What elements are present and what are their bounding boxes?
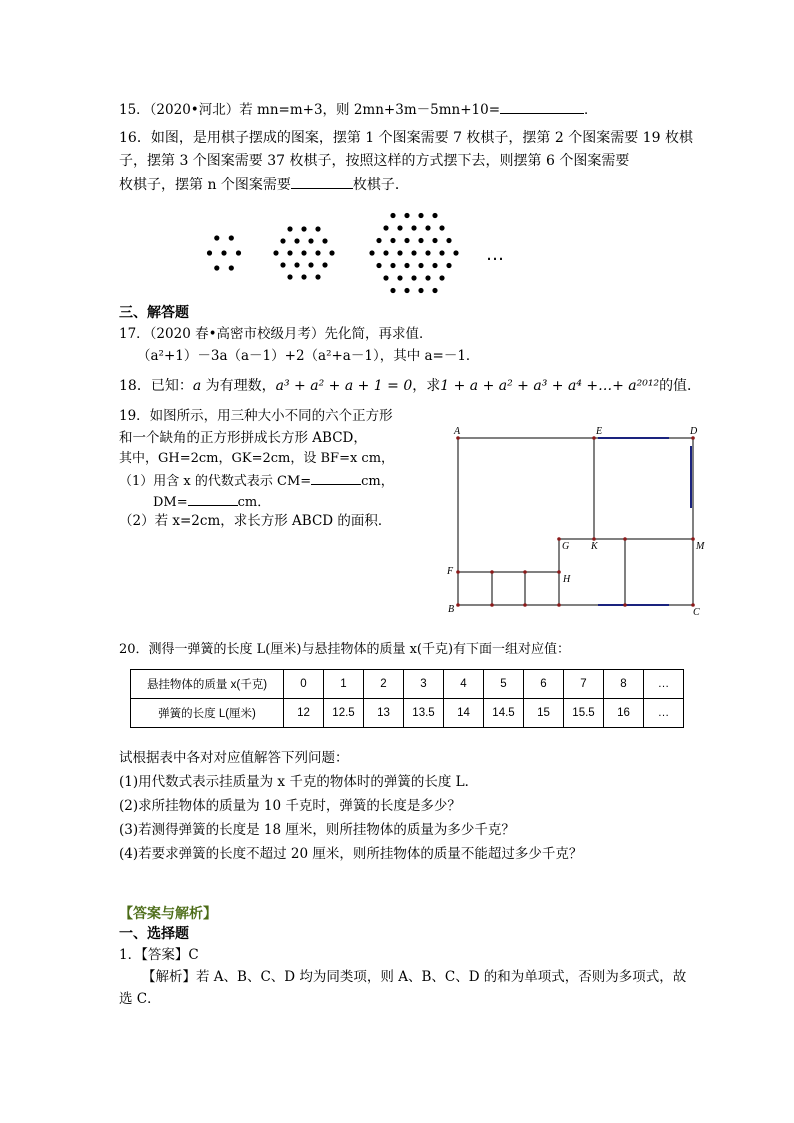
q18-mid: 为有理数， [201, 378, 276, 394]
q16-line2: 子，摆第 3 个图案需要 37 枚棋子，按照这样的方式摆下去，则摆第 6 个图案需要 [119, 153, 630, 169]
label-m: M [696, 541, 705, 552]
table-cell: 12 [284, 699, 324, 728]
highlight-segments [598, 438, 691, 605]
table-cell: 13 [364, 699, 404, 728]
q18-expr1: a³ + a² + a + 1 = 0 [275, 378, 413, 394]
q18-var: a [192, 378, 202, 394]
q16-line3-start: 枚棋子，摆第 n 个图案需要 [119, 177, 291, 193]
q19-q1-unit: cm， [361, 474, 394, 489]
q19-line6: （2）若 x=2cm，求长方形 ABCD 的面积． [119, 513, 392, 529]
table-cell: 5 [484, 670, 524, 699]
table-cell: 3 [404, 670, 444, 699]
table-cell: 1 [324, 670, 364, 699]
q18-mid2: ，求 [412, 378, 441, 394]
label-g: G [562, 541, 570, 552]
q20-part3: (3)若测得弹簧的长度是 18 厘米，则所挂物体的质量为多少千克？ [119, 822, 515, 838]
section3-heading: 三、解答题 [119, 305, 189, 321]
answer-1-explanation-2: 选 C． [119, 991, 161, 1007]
table-cell: 0 [284, 670, 324, 699]
table-cell: 14.5 [484, 699, 524, 728]
q19-line1: 19．如图所示，用三种大小不同的六个正方形 [119, 408, 393, 424]
label-k: K [591, 541, 598, 552]
q18-expr2: 1 + a + a² + a³ + a⁴ +…+ a²⁰¹² [440, 378, 660, 394]
q16-line3-end: 枚棋子． [352, 177, 409, 193]
label-f: F [447, 566, 454, 577]
table-cell: 4 [444, 670, 484, 699]
q19-line2: 和一个缺角的正方形拼成长方形 ABCD， [119, 430, 367, 446]
q20-part4: (4)若要求弹簧的长度不超过 20 厘米，则所挂物体的质量不能超过多少千克？ [119, 846, 583, 862]
table-row-mass [131, 670, 684, 699]
table-cell: … [644, 670, 684, 699]
q19-line3: 其中，GH=2cm，GK=2cm，设 BF=x cm， [119, 451, 395, 466]
q20-part2: (2)求所挂物体的质量为 10 千克时，弹簧的长度是多少？ [119, 798, 461, 814]
table-cell: 15 [524, 699, 564, 728]
answer-1-explanation-1: 【解析】若 A、B、C、D 均为同类项，则 A、B、C、D 的和为单项式，否则为多项式，故 [142, 969, 687, 985]
label-d: D [690, 426, 698, 437]
q19-dm-label: DM= [153, 495, 188, 510]
pattern-ellipsis: … [486, 244, 504, 265]
rectangle-abcd [458, 438, 693, 605]
answer-1: 1．【答案】C [119, 947, 199, 963]
q20-prompt: 试根据表中各对对应值解答下列问题： [119, 750, 349, 766]
q19-q1-text: （1）用含 x 的代数式表示 CM= [119, 474, 312, 489]
label-a: A [454, 426, 461, 437]
table-cell: 13.5 [404, 699, 444, 728]
q15-text: 15．（2020•河北）若 mn=m+3，则 2mn+3m－5mn+10= [119, 102, 501, 118]
q17-line1: 17．（2020 春•高密市校级月考）先化简，再求值． [119, 326, 433, 342]
table-cell: 7 [564, 670, 604, 699]
q17-line2: （a²+1）－3a（a－1）+2（a²+a－1），其中 a=－1． [137, 348, 480, 364]
q20-intro: 20．测得一弹簧的长度 L(厘米)与悬挂物体的质量 x(千克)有下面一组对应值： [119, 642, 571, 657]
table-cell: 15.5 [564, 699, 604, 728]
q15-end: ． [584, 102, 598, 118]
answers-section1: 一、选择题 [119, 926, 189, 942]
q16-line1: 16．如图，是用棋子摆成的图案，摆第 1 个图案需要 7 枚棋子，摆第 2 个图案需要 19 枚棋 [119, 130, 693, 146]
label-c: C [693, 607, 700, 618]
table-cell: 8 [604, 670, 644, 699]
table-cell: … [644, 699, 684, 728]
label-e: E [596, 426, 603, 437]
table-cell: 14 [444, 699, 484, 728]
q18-end: 的值． [659, 378, 702, 394]
spring-data-table [130, 669, 684, 728]
q19-dm-unit: cm． [237, 495, 271, 510]
table-header-mass: 悬挂物体的质量 x(千克) [131, 670, 284, 699]
label-h: H [563, 574, 571, 585]
answers-heading: 【答案与解析】 [119, 906, 217, 922]
q18-prefix: 18．已知： [119, 378, 193, 394]
table-cell: 6 [524, 670, 564, 699]
table-cell: 16 [604, 699, 644, 728]
q20-part1: (1)用代数式表示挂质量为 x 千克的物体时的弹簧的长度 L． [119, 774, 479, 790]
label-b: B [448, 604, 455, 615]
table-row-length [131, 699, 684, 728]
table-cell: 12.5 [324, 699, 364, 728]
table-header-length: 弹簧的长度 L(厘米) [131, 699, 284, 728]
table-cell: 2 [364, 670, 404, 699]
